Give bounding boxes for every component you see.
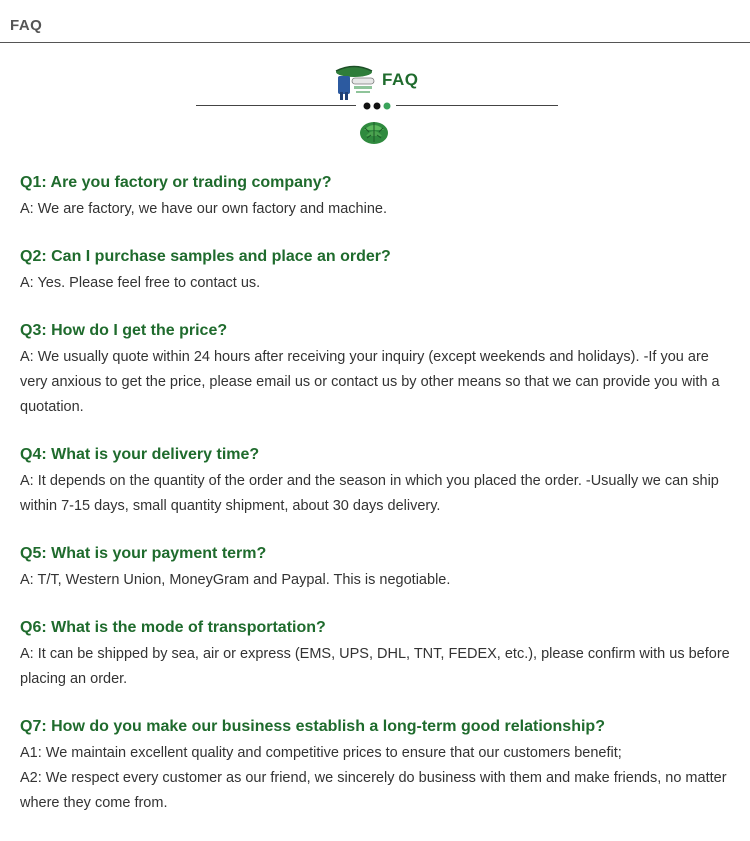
- faq-item-q5: [20, 543, 740, 593]
- answer: A: Yes. Please feel free to contact us.: [20, 275, 261, 291]
- answer: A: T/T, Western Union, MoneyGram and Paypal. This is negotiable.: [20, 572, 451, 588]
- answer: A: It depends on the quantity of the order and the season in which you placed the order. -Usually we can ship within 7-15 days, small quantity shipment, about 30 days delivery.: [20, 473, 719, 514]
- answer: A1: We maintain excellent quality and competitive prices to ensure that our customers benefit;: [20, 745, 622, 761]
- dots-ornament: [360, 101, 396, 111]
- faq-item-q7: [20, 716, 740, 816]
- question: Q4: What is your delivery time?: [20, 446, 260, 463]
- divider-left: [196, 105, 356, 106]
- answer: A: We are factory, we have our own factory and machine.: [20, 201, 387, 217]
- question: Q2: Can I purchase samples and place an order?: [20, 248, 391, 265]
- divider-right: [396, 105, 558, 106]
- green-leaf-icon: [356, 116, 392, 146]
- question: Q1: Are you factory or trading company?: [20, 174, 332, 191]
- faq-heading: FAQ: [382, 70, 419, 89]
- go-dra-logo-icon: [330, 62, 378, 102]
- faq-item-q4: [20, 444, 740, 519]
- question: Q6: What is the mode of transportation?: [20, 619, 326, 636]
- page-title: FAQ: [10, 17, 43, 34]
- top-bar: [0, 0, 750, 43]
- answer: A: It can be shipped by sea, air or express (EMS, UPS, DHL, TNT, FEDEX, etc.), please confirm with us before placing an order.: [20, 646, 730, 687]
- faq-item-q3: [20, 320, 740, 420]
- answer: A2: We respect every customer as our friend, we sincerely do business with them and make friends, no matter where they come from.: [20, 770, 727, 811]
- answer: A: We usually quote within 24 hours after receiving your inquiry (except weekends and holidays). -If you are very anxious to get the price, please email us or contact us by other means so that we can provide you with a quotation.: [20, 349, 720, 415]
- question: Q5: What is your payment term?: [20, 545, 267, 562]
- faq-item-q2: [20, 246, 740, 296]
- faq-item-q1: [20, 172, 740, 222]
- question: Q7: How do you make our business establish a long-term good relationship?: [20, 718, 605, 735]
- question: Q3: How do I get the price?: [20, 322, 228, 339]
- faq-item-q6: [20, 617, 740, 692]
- faq-list: [20, 172, 740, 840]
- faq-header: [0, 58, 750, 158]
